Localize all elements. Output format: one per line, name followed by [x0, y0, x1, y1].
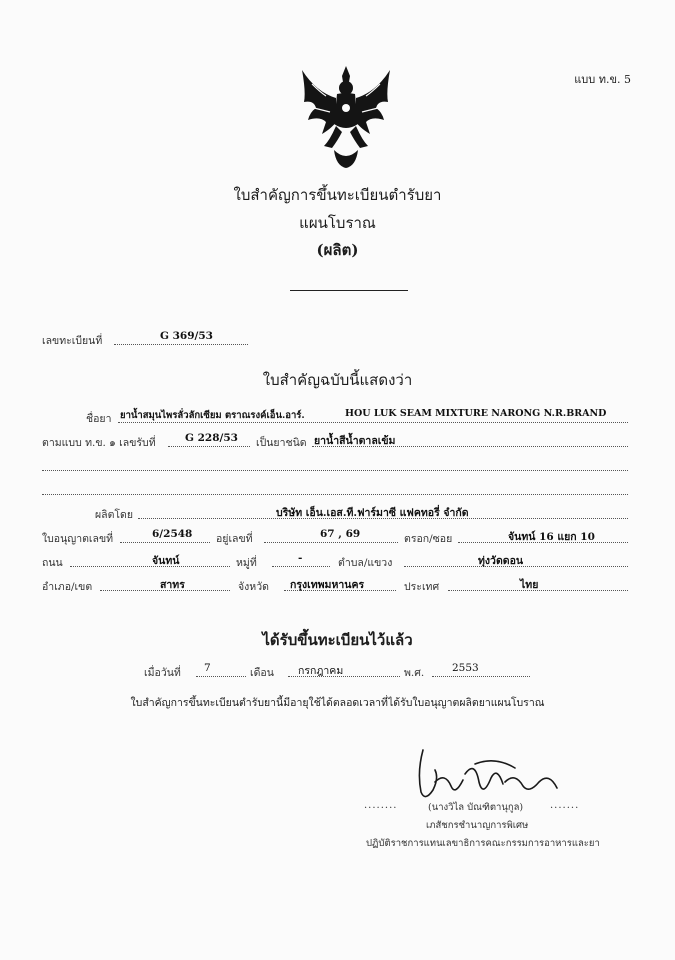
drug-type-label: เป็นยาชนิด [256, 437, 307, 449]
subdistrict-value: ทุ่งวัดดอน [478, 555, 524, 567]
date-on-label: เมื่อวันที่ [144, 667, 181, 679]
title-divider [290, 290, 408, 291]
signatory-position1: เภสัชกรชำนาญการพิเศษ [426, 820, 529, 831]
manufacturer-value: บริษัท เอ็น.เอส.ที.ฟาร์มาซี แฟคทอรี่ จำกัด [276, 507, 469, 519]
date-year-label: พ.ศ. [404, 667, 425, 679]
province-value: กรุงเทพมหานคร [290, 579, 365, 591]
garuda-emblem-icon [296, 62, 396, 170]
form-number-value: G 228/53 [185, 432, 238, 444]
license-value: 6/2548 [152, 528, 193, 540]
registered-heading: ได้รับขึ้นทะเบียนไว้แล้ว [262, 631, 413, 649]
soi-label: ตรอก/ซอย [404, 533, 453, 545]
title-line1: ใบสำคัญการขึ้นทะเบียนตำรับยา [233, 186, 442, 204]
drug-type-value: ยาน้ำสีน้ำตาลเข้ม [314, 435, 396, 447]
date-month: กรกฎาคม [298, 665, 344, 677]
signatory-name: (นางวิไล บัณฑิตานุกูล) [428, 802, 524, 813]
title-line3: (ผลิต) [316, 241, 359, 259]
signature-dots-left: ........ [364, 800, 398, 811]
signature-dots-right: ....... [550, 800, 580, 811]
moo-label: หมู่ที่ [236, 557, 257, 569]
drug-name-value-en: HOU LUK SEAM MIXTURE NARONG N.R.BRAND [345, 408, 607, 419]
district-label: อำเภอ/เขต [42, 581, 93, 593]
address-label: อยู่เลขที่ [216, 533, 253, 545]
date-year: 2553 [452, 662, 479, 674]
country-label: ประเทศ [404, 581, 440, 593]
signatory-position2: ปฏิบัติราชการแทนเลขาธิการคณะกรรมการอาหารและยา [366, 838, 600, 849]
form-code: แบบ ท.ข. 5 [574, 73, 631, 86]
manufacturer-label: ผลิตโดย [95, 509, 134, 521]
title-line2: แผนโบราณ [299, 214, 376, 232]
road-dots [70, 554, 230, 567]
address-value: 67 , 69 [320, 528, 361, 540]
registration-label: เลขทะเบียนที่ [42, 335, 103, 347]
road-value: จันทน์ [152, 555, 180, 567]
province-label: จังหวัด [238, 581, 269, 593]
registration-number: G 369/53 [160, 330, 213, 342]
district-value: สาทร [160, 579, 185, 591]
blank-line-2 [42, 482, 628, 495]
signature [405, 742, 565, 808]
moo-value: - [298, 552, 303, 564]
form-number-label: ตามแบบ ท.ข. ๑ เลขรับที่ [42, 437, 156, 449]
country-value: ไทย [520, 579, 539, 591]
blank-line-1 [42, 458, 628, 471]
date-day: 7 [204, 662, 211, 674]
license-label: ใบอนุญาตเลขที่ [42, 533, 114, 545]
drug-name-label: ชื่อยา [86, 413, 112, 425]
drug-name-value: ยาน้ำสมุนไพรลั่วลักเซียม ตราณรงค์เอ็น.อาร์. [120, 410, 305, 421]
validity-note: ใบสำคัญการขึ้นทะเบียนตำรับยานี้มีอายุใช้ได้ตลอดเวลาที่ได้รับใบอนุญาตผลิตยาแผนโบราณ [130, 697, 545, 709]
date-year-dots [432, 664, 530, 677]
subdistrict-label: ตำบล/แขวง [338, 557, 393, 569]
road-label: ถนน [42, 557, 63, 569]
soi-value: จันทน์ 16 แยก 10 [508, 531, 595, 543]
date-month-label: เดือน [250, 667, 274, 679]
certify-heading: ใบสำคัญฉบับนี้แสดงว่า [262, 371, 413, 389]
